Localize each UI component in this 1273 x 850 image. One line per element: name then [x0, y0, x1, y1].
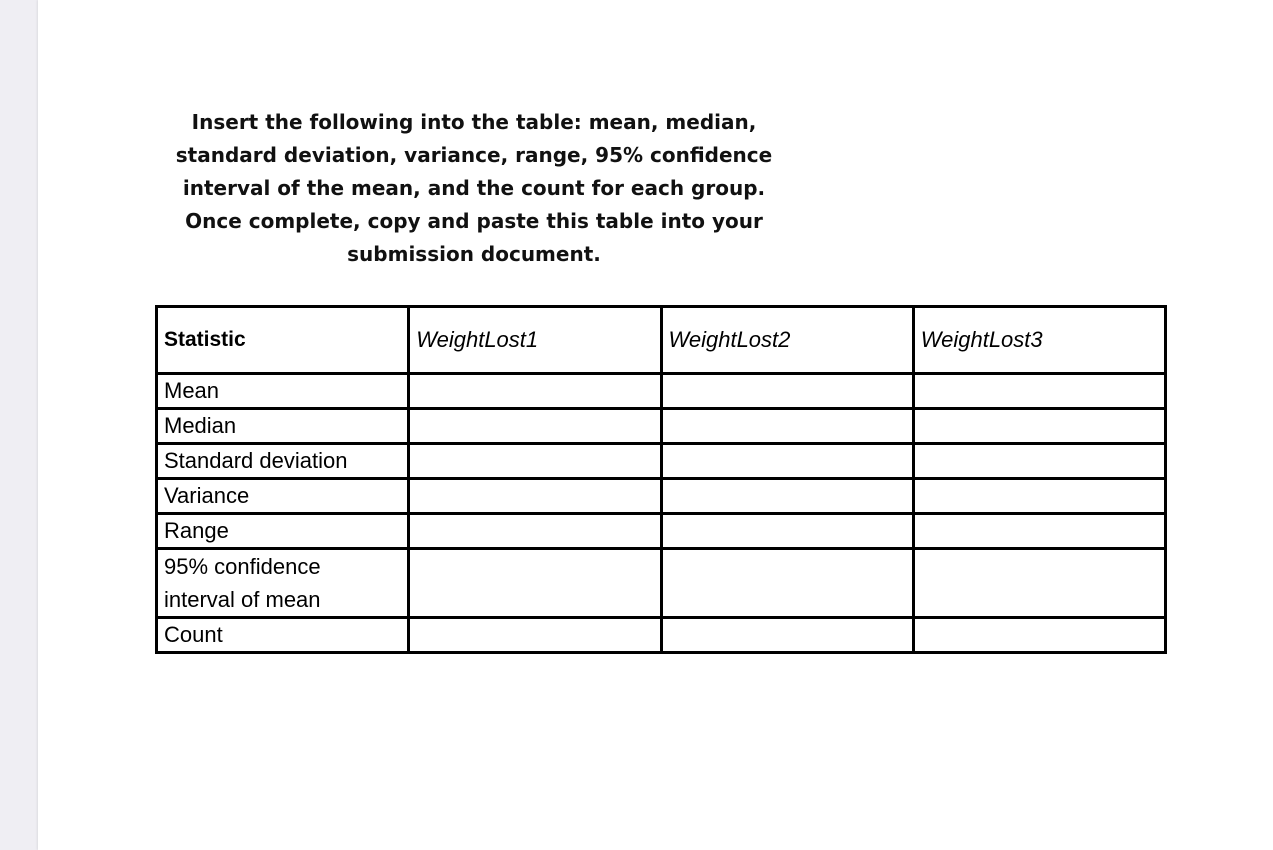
- header-weightlost1: WeightLost1: [409, 307, 661, 374]
- cell-stddev-weightlost2[interactable]: [661, 444, 913, 479]
- cell-variance-weightlost3[interactable]: [913, 479, 1165, 514]
- cell-variance-weightlost1[interactable]: [409, 479, 661, 514]
- cell-median-weightlost3[interactable]: [913, 409, 1165, 444]
- cell-mean-weightlost3[interactable]: [913, 374, 1165, 409]
- table-row: [157, 374, 1166, 409]
- header-weightlost2: WeightLost2: [661, 307, 913, 374]
- cell-range-weightlost1[interactable]: [409, 514, 661, 549]
- row-label-count: Count: [157, 618, 409, 653]
- cell-count-weightlost1[interactable]: [409, 618, 661, 653]
- cell-ci-weightlost1[interactable]: [409, 549, 661, 618]
- cell-count-weightlost2[interactable]: [661, 618, 913, 653]
- cell-stddev-weightlost1[interactable]: [409, 444, 661, 479]
- cell-range-weightlost2[interactable]: [661, 514, 913, 549]
- cell-range-weightlost3[interactable]: [913, 514, 1165, 549]
- cell-mean-weightlost1[interactable]: [409, 374, 661, 409]
- row-label-confidence-interval: [157, 549, 409, 618]
- instruction-line-1: Insert the following into the table: mean, median,: [191, 110, 757, 134]
- table-row: [157, 409, 1166, 444]
- instruction-line-4: Once complete, copy and paste this table into your: [185, 209, 763, 233]
- cell-median-weightlost1[interactable]: [409, 409, 661, 444]
- viewer-background: [0, 0, 38, 850]
- table-row: [157, 514, 1166, 549]
- row-label-median: Median: [157, 409, 409, 444]
- cell-ci-weightlost2[interactable]: [661, 549, 913, 618]
- table-row: [157, 618, 1166, 653]
- row-label-variance: Variance: [157, 479, 409, 514]
- table-header-row: [157, 307, 1166, 374]
- row-label-confidence-line-2: interval of mean: [164, 587, 321, 612]
- row-label-range: Range: [157, 514, 409, 549]
- cell-variance-weightlost2[interactable]: [661, 479, 913, 514]
- table-row: [157, 444, 1166, 479]
- cell-mean-weightlost2[interactable]: [661, 374, 913, 409]
- instruction-line-5: submission document.: [347, 242, 601, 266]
- cell-ci-weightlost3[interactable]: [913, 549, 1165, 618]
- instruction-line-3: interval of the mean, and the count for each group.: [182, 176, 766, 200]
- table-row: [157, 479, 1166, 514]
- row-label-mean: Mean: [157, 374, 409, 409]
- header-weightlost3: WeightLost3: [913, 307, 1165, 374]
- table-row: [157, 549, 1166, 618]
- instructions-text: [154, 106, 794, 271]
- cell-median-weightlost2[interactable]: [661, 409, 913, 444]
- row-label-confidence-line-1: 95% confidence: [164, 554, 321, 579]
- cell-stddev-weightlost3[interactable]: [913, 444, 1165, 479]
- row-label-standard-deviation: Standard deviation: [157, 444, 409, 479]
- instruction-line-2: standard deviation, variance, range, 95% confidence: [175, 143, 773, 167]
- header-statistic: Statistic: [157, 307, 409, 374]
- cell-count-weightlost3[interactable]: [913, 618, 1165, 653]
- statistics-table: [155, 305, 1167, 654]
